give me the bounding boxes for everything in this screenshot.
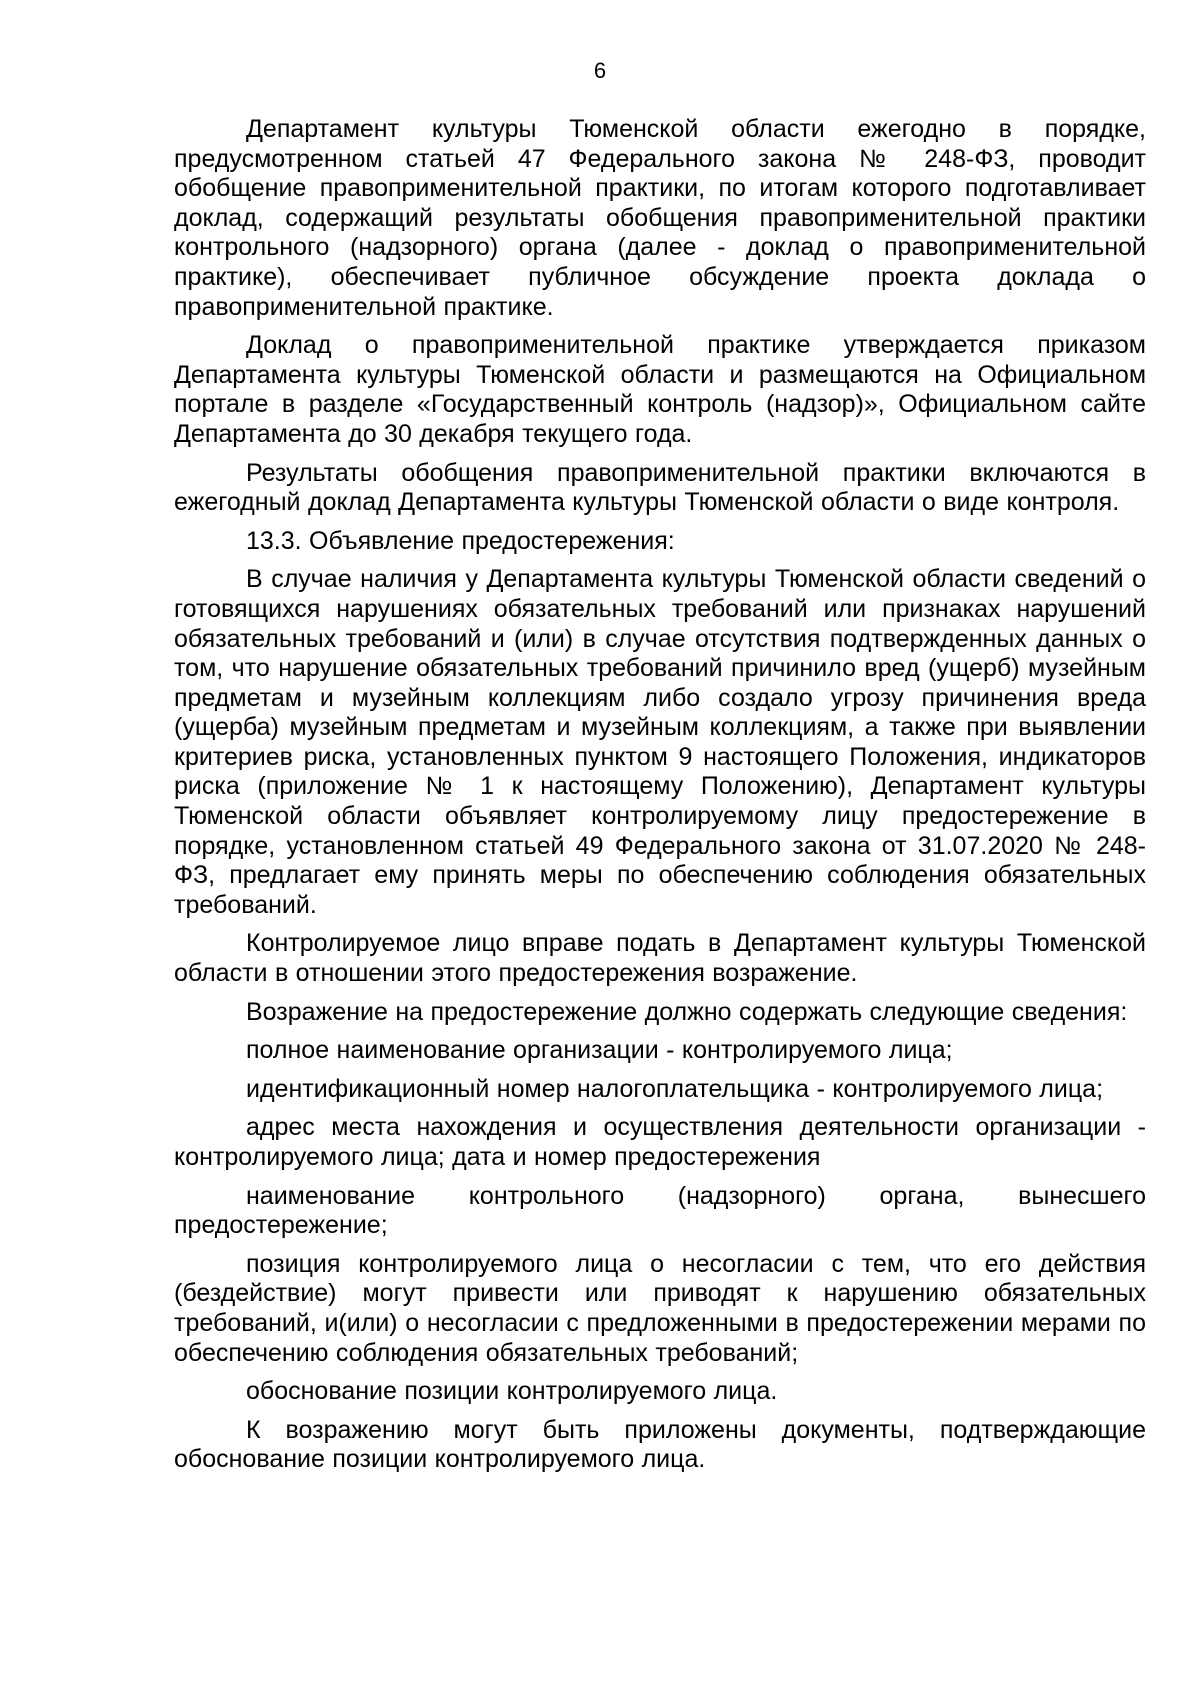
list-item-address: адрес места нахождения и осуществления деятельности организации - контролируемого лица; дата и номер предостережения — [174, 1113, 1146, 1171]
paragraph-report-approval: Доклад о правоприменительной практике утверждается приказом Департамента культуры Тюменской области и размещаются на Официальном портале в разделе «Государственный контроль (надзор)», Официальном сайте Департамента до 30 декабря текущего года. — [174, 331, 1146, 448]
paragraph-results-included: Результаты обобщения правоприменительной практики включаются в ежегодный доклад Департамента культуры Тюменской области о виде контроля. — [174, 458, 1146, 517]
paragraph-annual-report: Департамент культуры Тюменской области ежегодно в порядке, предусмотренном статьей 47 Федерального закона № 248-ФЗ, проводит обобщение правоприменительной практики, по итогам которого подготавливает доклад, содержащий результаты обобщения правоприменительной практики контрольного (надзорного) органа (далее - доклад о правоприменительной практике), обеспечивает публичное обсуждение проекта доклада о правоприменительной практике. — [174, 115, 1146, 321]
paragraph-attachments: К возражению могут быть приложены документы, подтверждающие обоснование позиции контролируемого лица. — [174, 1415, 1146, 1474]
list-item-inn: идентификационный номер налогоплательщика - контролируемого лица; — [246, 1074, 1104, 1103]
paragraph-warning-conditions: В случае наличия у Департамента культуры Тюменской области сведений о готовящихся нарушениях обязательных требований или признаках нарушений обязательных требований и (или) в случае отсутствия подтвержденных данных о том, что нарушение обязательных требований причинило вред (ущерб) музейным предметам и музейным коллекциям либо создало угрозу причинения вреда (ущерба) музейным предметам и музейным коллекциям, а также при выявлении критериев риска, установленных пунктом 9 настоящего Положения, индикаторов риска (приложение № 1 к настоящему Положению), Департамент культуры Тюменской области объявляет контролируемому лицу предостережение в порядке, установленном статьей 49 Федерального закона от 31.07.2020 № 248-ФЗ, предлагает ему принять меры по обеспечению соблюдения обязательных требований. — [174, 565, 1146, 919]
page-number: 6 — [593, 58, 607, 83]
section-heading-13-3: 13.3. Объявление предостережения: — [246, 526, 675, 555]
list-item-authority-name: наименование контрольного (надзорного) органа, вынесшего предостережение; — [174, 1181, 1146, 1240]
document-body — [174, 115, 1146, 1484]
list-item-justification: обоснование позиции контролируемого лица. — [246, 1377, 778, 1406]
list-item-disagreement-position: позиция контролируемого лица о несогласии с тем, что его действия (бездействие) могут привести или приводят к нарушению обязательных требований, и(или) о несогласии с предложенными в предостережении мерами по обеспечению соблюдения обязательных требований; — [174, 1249, 1146, 1367]
paragraph-objection-contents: Возражение на предостережение должно содержать следующие сведения: — [246, 997, 1128, 1026]
paragraph-objection-right: Контролируемое лицо вправе подать в Департамент культуры Тюменской области в отношении этого предостережения возражение. — [174, 929, 1146, 988]
list-item-full-name: полное наименование организации - контролируемого лица; — [246, 1036, 953, 1065]
